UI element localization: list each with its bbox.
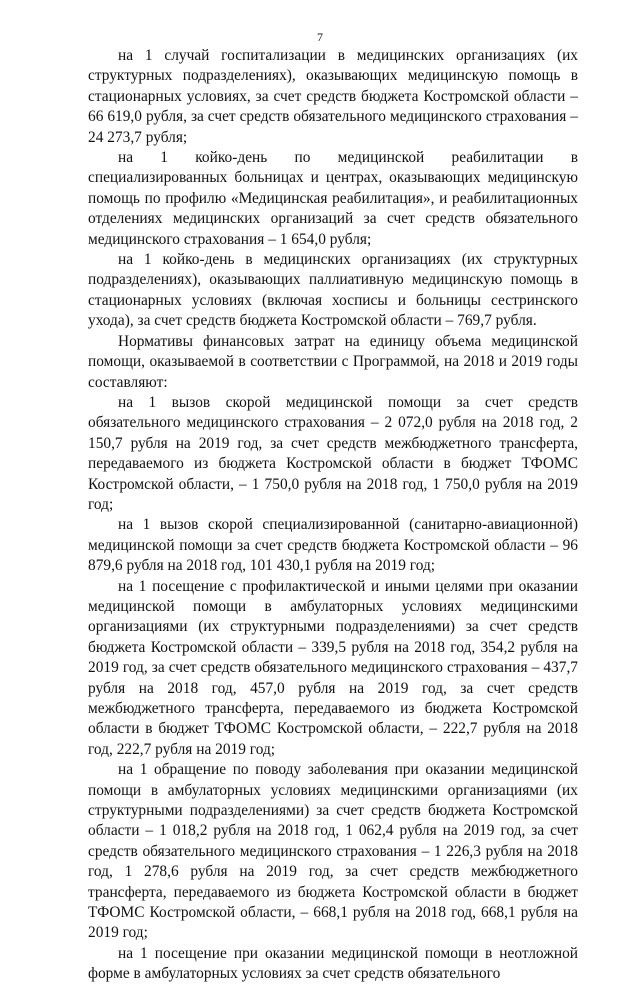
- paragraph-disease-treatment: на 1 обращение по поводу заболевания при оказании медицинской помощи в амбулаторных условиях медицинскими организациями (их структурными подразделениями) за счет средств бюджета Костромской области – 1 018,2 рубля на 2018 год, 1 062,4 рубля на 2019 год, за счет средств обязательного медицинского страхования – 1 226,3 рубля на 2018 год, 1 278,6 рубля на 2019 год, за счет средств межбюджетного трансферта, передаваемого из бюджета Костромской области в бюджет ТФОМС Костромской области, – 668,1 рубля на 2018 год, 668,1 рубля на 2019 год;: [88, 761, 578, 942]
- paragraph-air-ambulance-call: на 1 вызов скорой специализированной (санитарно-авиационной) медицинской помощи за счет средств бюджета Костромской области – 96 879,6 рубля на 2018 год, 101 430,1 рубля на 2019 год;: [88, 516, 578, 575]
- paragraph-hospitalization-case: на 1 случай госпитализации в медицинских организациях (их структурных подразделениях), оказывающих медицинскую помощь в стационарных условиях, за счет средств бюджета Костромской области – 66 619,0 рубля, за счет средств обязательного медицинского страхования – 24 273,7 рубля;: [88, 47, 578, 146]
- paragraph-ambulance-call: на 1 вызов скорой медицинской помощи за счет средств обязательного медицинского страхования – 2 072,0 рубля на 2018 год, 2 150,7 рубля на 2019 год, за счет средств межбюджетного трансферта, передаваемого из бюджета Костромской области в бюджет ТФОМС Костромской области, – 1 750,0 рубля на 2018 год, 1 750,0 рубля на 2019 год;: [88, 393, 578, 513]
- paragraph-urgent-care-visit: на 1 посещение при оказании медицинской помощи в неотложной форме в амбулаторных условиях за счет средств обязательного: [88, 944, 578, 983]
- paragraph-palliative-bed-day: на 1 койко-день в медицинских организациях (их структурных подразделениях), оказывающих паллиативную медицинскую помощь в стационарных условиях (включая хосписы и больницы сестринского ухода), за счет средств бюджета Костромской области – 769,7 рубля.: [88, 251, 578, 330]
- paragraph-preventive-visit: на 1 посещение с профилактической и иными целями при оказании медицинской помощи в амбулаторных условиях медицинскими организациями (их структурными подразделениями) за счет средств бюджета Костромской области – 339,5 рубля на 2018 год, 354,2 рубля на 2019 год, за счет средств обязательного медицинского страхования – 437,7 рубля на 2018 год, 457,0 рубля на 2019 год, за счет средств межбюджетного трансферта, передаваемого из бюджета Костромской области в бюджет ТФОМС Костромской области, – 222,7 рубля на 2018 год, 222,7 рубля на 2019 год;: [88, 577, 578, 758]
- paragraph-rehabilitation-bed-day: на 1 койко-день по медицинской реабилитации в специализированных больницах и центрах, оказывающих медицинскую помощь по профилю «Медицинская реабилитация», и реабилитационных отделениях медицинских организаций за счет средств обязательного медицинского страхования – 1 654,0 рубля;: [88, 149, 578, 248]
- page-number: 7: [317, 30, 323, 44]
- paragraph-cost-norms-intro: Нормативы финансовых затрат на единицу объема медицинской помощи, оказываемой в соответствии с Программой, на 2018 и 2019 годы составляют:: [88, 332, 578, 391]
- document-body: [88, 46, 578, 985]
